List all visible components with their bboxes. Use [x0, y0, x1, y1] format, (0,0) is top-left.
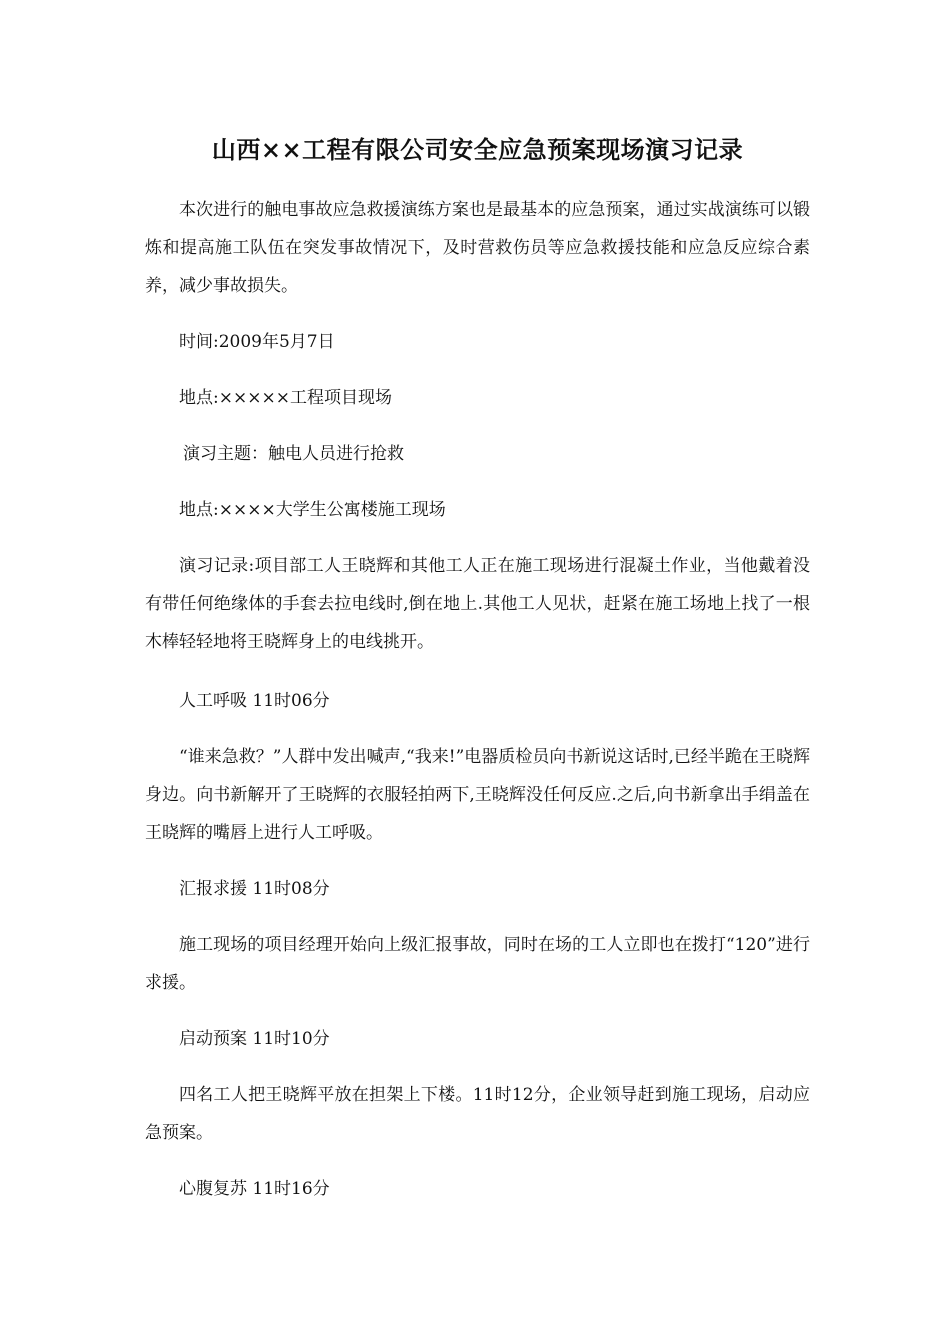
drill-location-project: 地点:×××××工程项目现场 — [179, 388, 392, 408]
section-heading-cpr: 心腹复苏 11时16分 — [179, 1179, 330, 1199]
section-text-activate-plan: 四名工人把王晓辉平放在担架上下楼。11时12分，企业领导赶到施工现场，启动应急预案。 — [145, 1085, 810, 1143]
section-text-artificial-respiration: “谁来急救？”人群中发出喊声,“我来!”电器质检员向书新说这话时,已经半跪在王晓辉身边。向书新解开了王晓辉的衣服轻拍两下,王晓辉没任何反应.之后,向书新拿出手绢盖在王晓辉的嘴唇上进行人工呼吸。 — [145, 747, 810, 843]
drill-location-site: 地点:××××大学生公寓楼施工现场 — [179, 500, 446, 520]
document-body — [145, 120, 810, 1208]
section-heading-artificial-respiration: 人工呼吸 11时06分 — [179, 691, 330, 711]
section-heading-activate-plan: 启动预案 11时10分 — [179, 1029, 330, 1049]
document-title: 山西××工程有限公司安全应急预案现场演习记录 — [211, 135, 744, 164]
drill-topic: 演习主题：触电人员进行抢救 — [183, 444, 404, 464]
intro-paragraph: 本次进行的触电事故应急救援演练方案也是最基本的应急预案，通过实战演练可以锻炼和提高施工队伍在突发事故情况下，及时营救伤员等应急救援技能和应急反应综合素养，减少事故损失。 — [145, 200, 810, 296]
section-text-report-help: 施工现场的项目经理开始向上级汇报事故，同时在场的工人立即也在拨打“120”进行求援。 — [145, 935, 810, 993]
drill-record-paragraph: 演习记录:项目部工人王晓辉和其他工人正在施工现场进行混凝土作业，当他戴着没有带任何绝缘体的手套去拉电线时,倒在地上.其他工人见状，赶紧在施工场地上找了一根木棒轻轻地将王晓辉身上的电线挑开。 — [145, 556, 810, 652]
section-heading-report-help: 汇报求援 11时08分 — [179, 879, 330, 899]
drill-time: 时间:2009年5月7日 — [179, 332, 335, 352]
